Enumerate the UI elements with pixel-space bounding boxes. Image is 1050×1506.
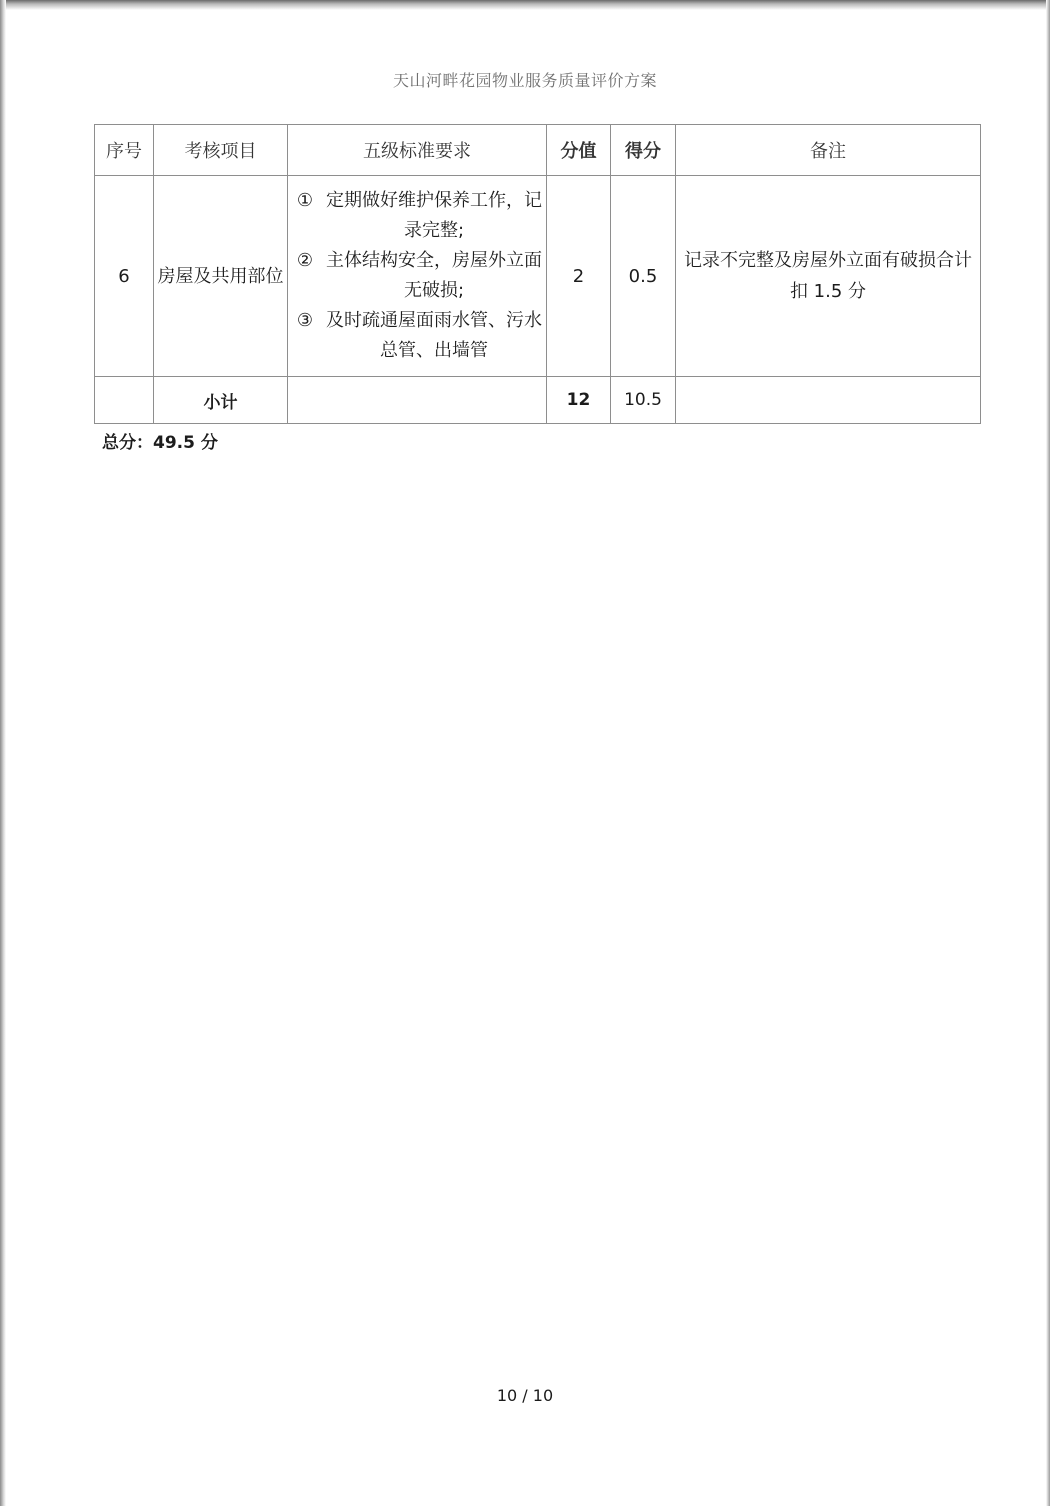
subtotal-score: 10.5 (611, 377, 676, 424)
subtotal-row (95, 377, 981, 424)
requirement-number: ② (296, 250, 314, 271)
subtotal-label: 小计 (154, 377, 288, 424)
row-score: 0.5 (611, 176, 676, 377)
table-row (95, 176, 981, 377)
requirement-text: 及时疏通屋面雨水管、污水总管、出墙管 (326, 310, 542, 361)
scan-edge-left (0, 0, 6, 1506)
col-header-remark: 备注 (676, 125, 981, 176)
col-header-requirements: 五级标准要求 (288, 125, 547, 176)
evaluation-table (94, 124, 981, 424)
row-score-value: 2 (547, 176, 611, 377)
requirement-item (288, 246, 546, 306)
row-item: 房屋及共用部位 (154, 176, 288, 377)
page-number: 10 / 10 (496, 1386, 554, 1405)
subtotal-empty-cell (676, 377, 981, 424)
subtotal-score-value: 12 (547, 377, 611, 424)
total-score: 总分：49.5 分 (102, 433, 218, 453)
subtotal-empty-cell (95, 377, 154, 424)
scan-edge-right (1046, 0, 1050, 1506)
requirement-item (288, 186, 546, 246)
col-header-score-value: 分值 (547, 125, 611, 176)
requirement-number: ③ (296, 310, 314, 331)
col-header-score: 得分 (611, 125, 676, 176)
row-requirements (288, 176, 547, 377)
row-index: 6 (95, 176, 154, 377)
scan-edge-top (0, 0, 1050, 10)
requirement-item (288, 306, 546, 366)
col-header-item: 考核项目 (154, 125, 288, 176)
col-header-index: 序号 (95, 125, 154, 176)
table-header-row (95, 125, 981, 176)
requirement-number: ① (296, 190, 314, 211)
row-remark: 记录不完整及房屋外立面有破损合计扣 1.5 分 (676, 176, 981, 377)
document-header: 天山河畔花园物业服务质量评价方案 (392, 71, 657, 90)
subtotal-empty-cell (288, 377, 547, 424)
requirement-text: 主体结构安全，房屋外立面无破损; (326, 250, 542, 301)
requirement-text: 定期做好维护保养工作，记录完整; (326, 190, 542, 241)
